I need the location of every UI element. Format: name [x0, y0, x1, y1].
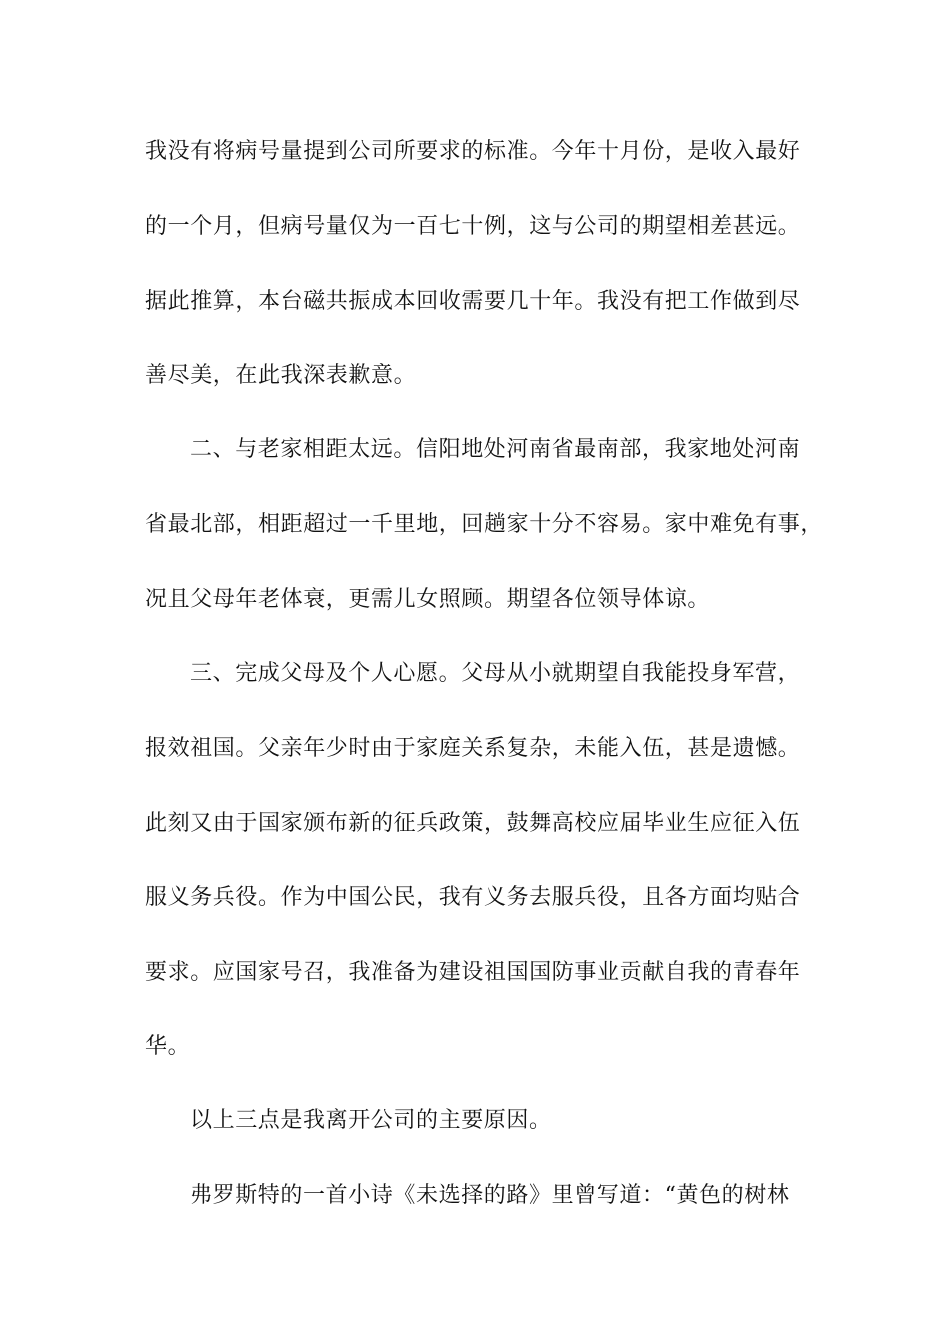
body-text-line: 的一个月，但病号量仅为一百七十例，这与公司的期望相差甚远。: [145, 214, 801, 239]
paragraph-two-start: 二、与老家相距太远。信阳地处河南省最南部，我家地处河南: [190, 437, 801, 462]
body-text-line: 服义务兵役。作为中国公民，我有义务去服兵役，且各方面均贴合: [145, 885, 801, 910]
summary-paragraph: 以上三点是我离开公司的主要原因。: [190, 1108, 552, 1133]
body-text-line: 据此推算，本台磁共振成本回收需要几十年。我没有把工作做到尽: [145, 289, 801, 314]
quote-paragraph-start: 弗罗斯特的一首小诗《未选择的路》里曾写道：“黄色的树林: [190, 1183, 790, 1208]
body-text-line: 要求。应国家号召，我准备为建设祖国国防事业贡献自我的青春年: [145, 960, 801, 985]
body-text-line: 我没有将病号量提到公司所要求的标准。今年十月份，是收入最好: [145, 139, 801, 164]
body-text-line: 善尽美，在此我深表歉意。: [145, 363, 417, 388]
body-text-line: 报效祖国。父亲年少时由于家庭关系复杂，未能入伍，甚是遗憾。: [145, 736, 801, 761]
paragraph-three-start: 三、完成父母及个人心愿。父母从小就期望自我能投身军营，: [190, 661, 801, 686]
body-text-line: 省最北部，相距超过一千里地，回趟家十分不容易。家中难免有事，: [145, 512, 824, 537]
body-text-line: 华。: [145, 1034, 191, 1059]
body-text-line: 此刻又由于国家颁布新的征兵政策，鼓舞高校应届毕业生应征入伍: [145, 811, 801, 836]
body-text-line: 况且父母年老体衰，更需儿女照顾。期望各位领导体谅。: [145, 587, 711, 612]
